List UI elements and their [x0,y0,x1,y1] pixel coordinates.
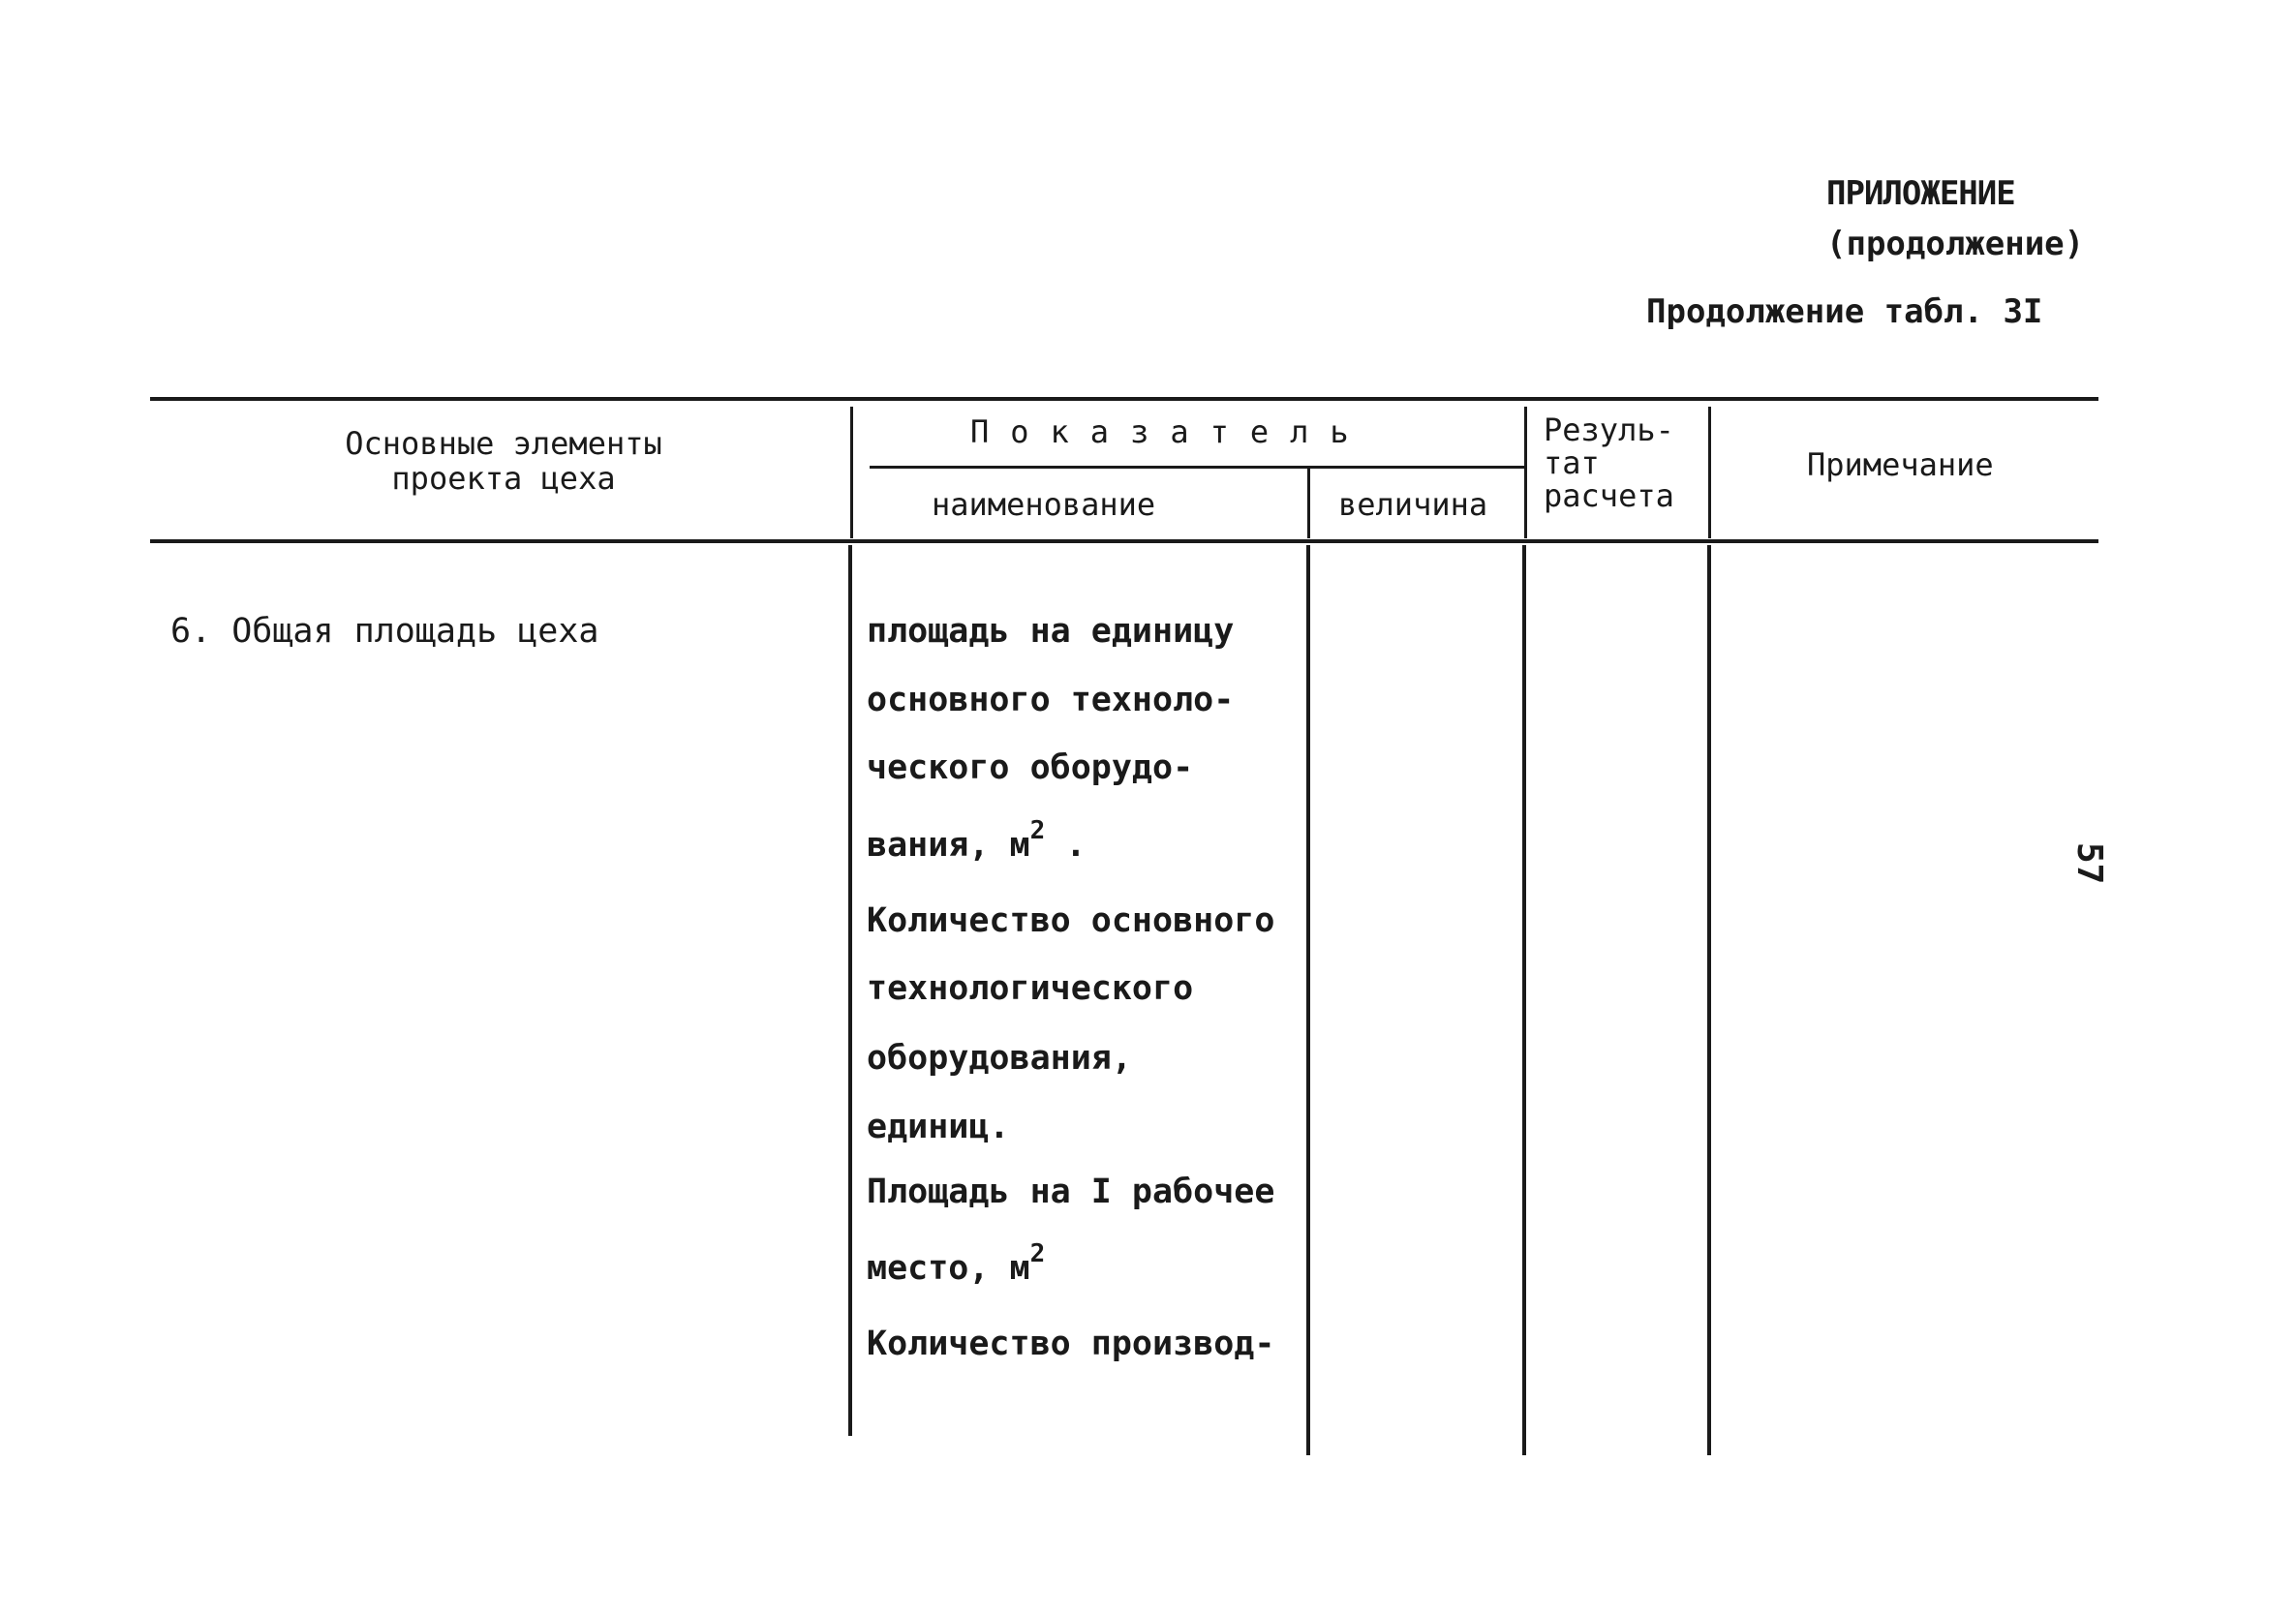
column-divider-2-body [1306,545,1310,1455]
column-divider-1 [850,407,853,538]
indicator-line: площадь на единицу [867,612,1235,651]
appendix-continued: (продолжение) [1826,225,2085,263]
header-result-line2: тат [1544,444,1600,481]
column-divider-4 [1708,407,1711,538]
column-divider-4-body [1707,545,1711,1455]
indicator-line: Количество производ- [867,1325,1275,1363]
indicator-line: технологического [867,969,1194,1008]
table-top-rule [150,397,2098,401]
indicator-line: Количество основного [867,901,1275,940]
header-indicator-value: величина [1338,486,1488,523]
appendix-title: ПРИЛОЖЕНИЕ [1826,174,2015,213]
column-divider-3-body [1522,545,1526,1455]
indicator-line: Площадь на I рабочее [867,1173,1275,1211]
column-divider-1-body [848,545,852,1436]
indicator-line: основного техноло- [867,681,1235,719]
page-number: 57 [2069,842,2109,885]
header-elements-line1: Основные элементы [345,425,662,462]
indicator-line-with-superscript [867,1239,1045,1288]
column-divider-2 [1307,469,1310,538]
header-elements [194,426,813,496]
header-elements-line2: проекта цеха [391,460,616,497]
indicator-line: оборудования, [867,1039,1132,1078]
header-bottom-rule [150,539,2098,543]
table-continued-label: Продолжение табл. 3I [1646,292,2043,331]
row-element: 6. Общая площадь цеха [170,612,599,651]
period: . [1065,826,1087,865]
header-indicator-name: наименование [932,486,1156,523]
column-divider-3 [1524,407,1527,538]
header-note: Примечание [1807,446,1994,483]
header-indicator-group: Показатель [970,413,1370,450]
header-result-line3: расчета [1544,477,1674,514]
indicator-line: место, м [867,1249,1030,1288]
superscript: 2 [1029,1239,1046,1268]
header-result [1544,413,1674,512]
header-result-line1: Резуль- [1544,411,1674,448]
indicator-line: ческого оборудо- [867,748,1194,787]
superscript: 2 [1029,816,1046,845]
indicator-line: единиц. [867,1108,1010,1146]
indicator-group-rule [870,466,1524,469]
indicator-line-with-superscript [867,816,1086,865]
indicator-line: вания, м [867,826,1030,865]
